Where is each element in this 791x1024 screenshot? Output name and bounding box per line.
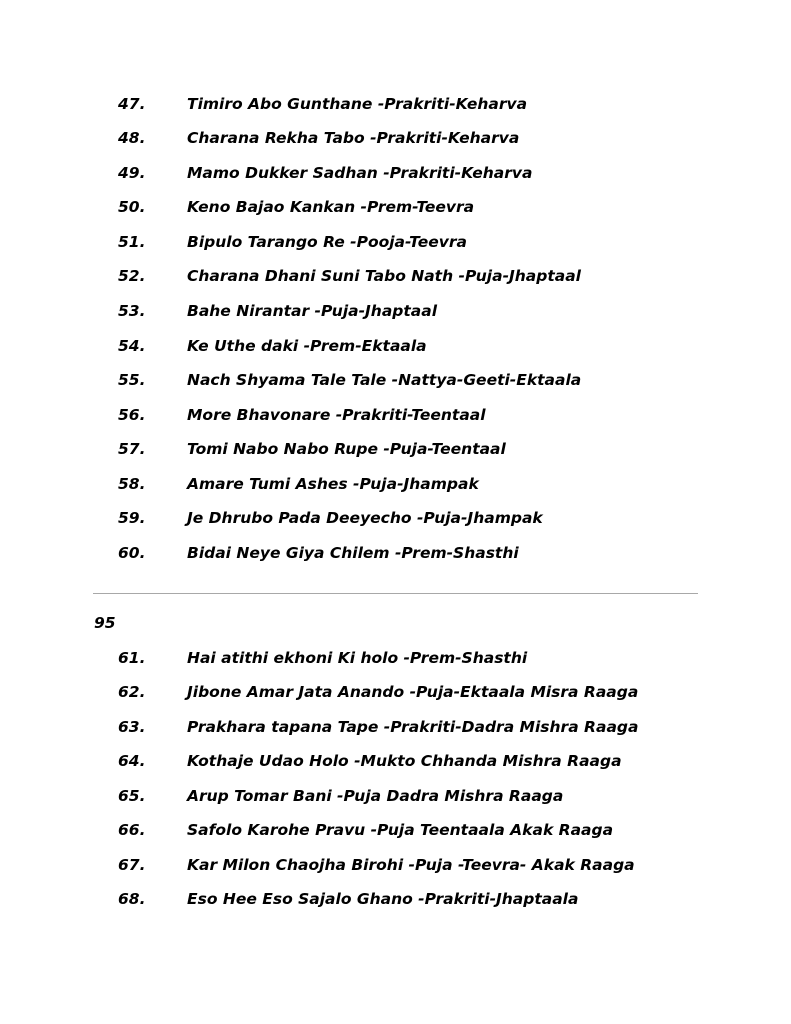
item-title: Mamo Dukker Sadhan -Prakriti-Keharva [187,164,533,182]
page-divider [93,593,698,594]
item-number: 52. [118,267,146,285]
list-item [0,230,791,254]
list-item [0,299,791,323]
list-item [0,126,791,150]
item-title: Charana Dhani Suni Tabo Nath -Puja-Jhaptaal [187,267,581,285]
item-number: 66. [118,821,146,839]
item-number: 50. [118,198,146,216]
item-number: 48. [118,129,146,147]
item-number: 61. [118,649,146,667]
item-number: 53. [118,302,146,320]
list-item [0,264,791,288]
item-number: 49. [118,164,146,182]
item-title: Je Dhrubo Pada Deeyecho -Puja-Jhampak [187,509,543,527]
item-title: Prakhara tapana Tape -Prakriti-Dadra Mishra Raaga [187,718,639,736]
item-number: 65. [118,787,146,805]
list-item [0,541,791,565]
list-item [0,853,791,877]
item-number: 68. [118,890,146,908]
list-item [0,403,791,427]
item-title: Timiro Abo Gunthane -Prakriti-Keharva [187,95,528,113]
item-title: Kothaje Udao Holo -Mukto Chhanda Mishra Raaga [187,752,622,770]
item-title: Ke Uthe daki -Prem-Ektaala [187,337,427,355]
item-number: 51. [118,233,146,251]
item-number: 54. [118,337,146,355]
list-item [0,715,791,739]
list-item [0,749,791,773]
list-item [0,92,791,116]
item-number: 59. [118,509,146,527]
item-title: Keno Bajao Kankan -Prem-Teevra [187,198,475,216]
list-item [0,784,791,808]
item-title: Arup Tomar Bani -Puja Dadra Mishra Raaga [187,787,564,805]
item-title: Eso Hee Eso Sajalo Ghano -Prakriti-Jhaptaala [187,890,579,908]
item-number: 64. [118,752,146,770]
list-item [0,368,791,392]
item-number: 58. [118,475,146,493]
item-title: Hai atithi ekhoni Ki holo -Prem-Shasthi [187,649,528,667]
list-item [0,887,791,911]
item-number: 56. [118,406,146,424]
item-title: Bahe Nirantar -Puja-Jhaptaal [187,302,438,320]
list-item [0,195,791,219]
list-item [0,437,791,461]
list-item [0,818,791,842]
list-item [0,334,791,358]
item-title: Kar Milon Chaojha Birohi -Puja -Teevra- Akak Raaga [187,856,635,874]
item-title: Tomi Nabo Nabo Rupe -Puja-Teentaal [187,440,506,458]
item-title: Bipulo Tarango Re -Pooja-Teevra [187,233,467,251]
item-title: Nach Shyama Tale Tale -Nattya-Geeti-Ektaala [187,371,582,389]
item-title: Bidai Neye Giya Chilem -Prem-Shasthi [187,544,519,562]
item-number: 55. [118,371,146,389]
item-title: Safolo Karohe Pravu -Puja Teentaala Akak Raaga [187,821,614,839]
item-title: Jibone Amar Jata Anando -Puja-Ektaala Misra Raaga [187,683,639,701]
item-number: 47. [118,95,146,113]
list-item [0,680,791,704]
list-item [0,161,791,185]
item-title: Charana Rekha Tabo -Prakriti-Keharva [187,129,520,147]
item-number: 62. [118,683,146,701]
list-item [0,506,791,530]
list-item [0,646,791,670]
item-number: 57. [118,440,146,458]
item-number: 63. [118,718,146,736]
item-number: 60. [118,544,146,562]
list-item [0,472,791,496]
item-number: 67. [118,856,146,874]
item-title: More Bhavonare -Prakriti-Teentaal [187,406,486,424]
page-number: 95 [94,614,116,632]
item-title: Amare Tumi Ashes -Puja-Jhampak [187,475,479,493]
